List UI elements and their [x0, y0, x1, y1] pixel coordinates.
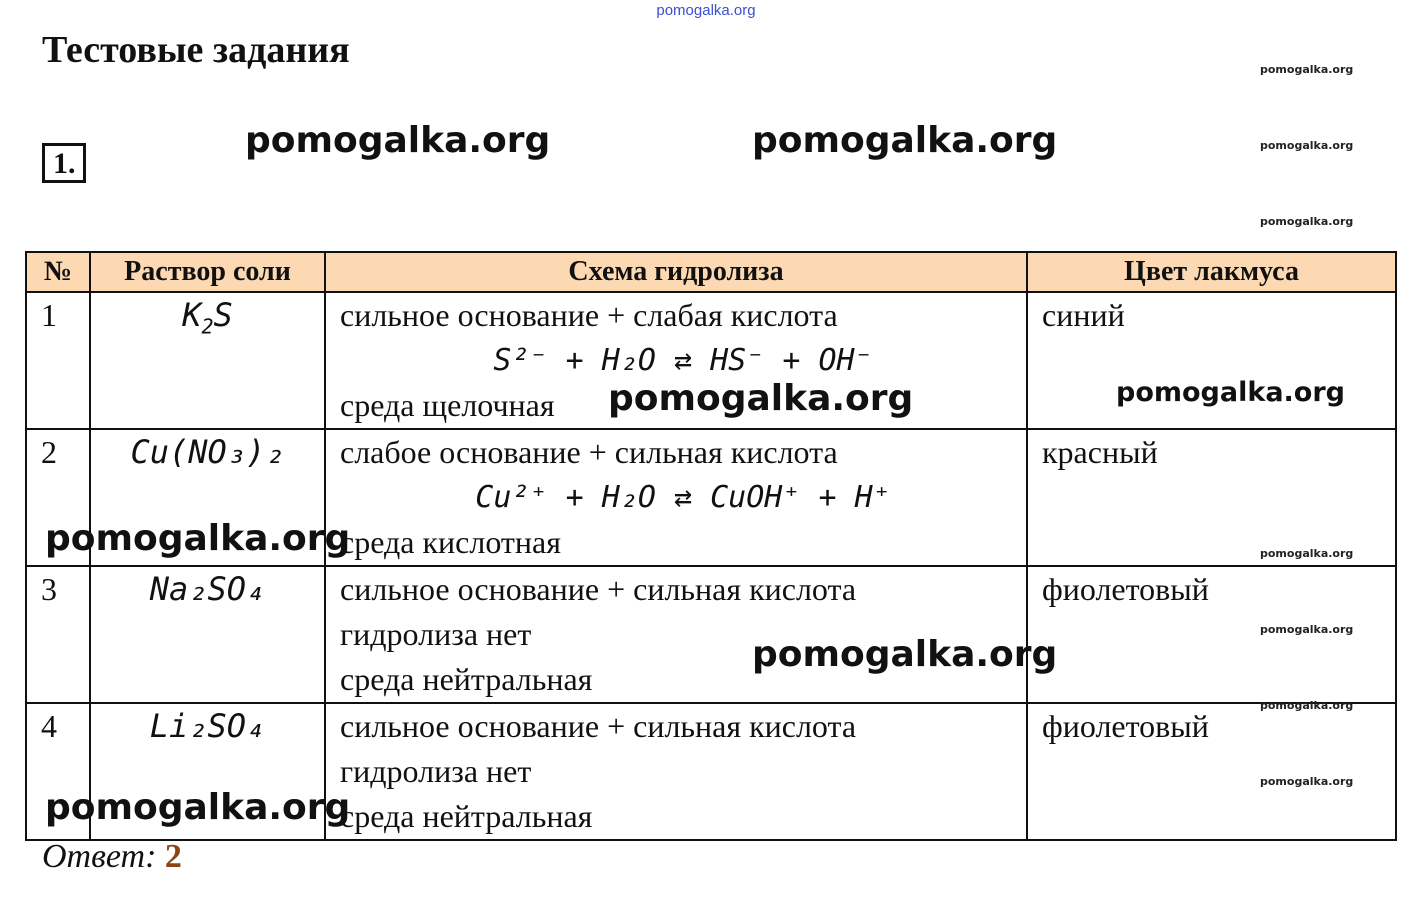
watermark: pomogalka.org	[608, 378, 914, 419]
watermark-small: pomogalka.org	[1260, 215, 1354, 228]
salt-formula: $K_2S$	[90, 292, 325, 429]
scheme-line: среда щелочная	[340, 387, 555, 423]
hydrolysis-scheme	[325, 703, 1027, 840]
question-number: 1.	[42, 143, 86, 183]
watermark-small: pomogalka.org	[1260, 139, 1354, 152]
watermark: pomogalka.org	[1116, 377, 1345, 408]
header-number: №	[26, 252, 90, 292]
header-scheme: Схема гидролиза	[325, 252, 1027, 292]
row-number: 2	[26, 429, 90, 566]
scheme-line: слабое основание + сильная кислота	[340, 434, 838, 470]
watermark: pomogalka.org	[45, 787, 351, 828]
table-row	[26, 566, 1396, 703]
litmus-color: фиолетовый	[1027, 566, 1396, 703]
watermark-top: pomogalka.org	[656, 2, 756, 19]
salt-formula: Li₂SO₄	[90, 703, 325, 840]
table-header-row	[26, 252, 1396, 292]
watermark: pomogalka.org	[752, 634, 1058, 675]
row-number: 3	[26, 566, 90, 703]
scheme-line: гидролиза нет	[340, 616, 532, 652]
page-title: Тестовые задания	[42, 29, 350, 71]
salt-formula: Cu(NO₃)₂	[90, 429, 325, 566]
header-salt: Раствор соли	[90, 252, 325, 292]
litmus-color: фиолетовый	[1027, 703, 1396, 840]
hydrolysis-scheme	[325, 429, 1027, 566]
watermark: pomogalka.org	[245, 120, 551, 161]
scheme-line: сильное основание + сильная кислота	[340, 708, 857, 744]
hydrolysis-equation: Cu²⁺ + H₂O ⇄ CuOH⁺ + H⁺	[475, 480, 891, 515]
watermark-small: pomogalka.org	[1260, 775, 1354, 788]
scheme-line: среда нейтральная	[340, 661, 593, 697]
scheme-line: сильное основание + сильная кислота	[340, 571, 857, 607]
hydrolysis-equation: S²⁻ + H₂O ⇄ HS⁻ + OH⁻	[493, 343, 873, 378]
watermark-small: pomogalka.org	[1260, 623, 1354, 636]
watermark: pomogalka.org	[45, 518, 351, 559]
scheme-line: гидролиза нет	[340, 753, 532, 789]
watermark: pomogalka.org	[752, 120, 1058, 161]
answer	[42, 838, 182, 876]
row-number: 4	[26, 703, 90, 840]
answer-label: Ответ:	[42, 838, 157, 875]
scheme-line: среда нейтральная	[340, 798, 593, 834]
watermark-small: pomogalka.org	[1260, 63, 1354, 76]
scheme-line: сильное основание + слабая кислота	[340, 297, 838, 333]
answer-value: 2	[164, 838, 182, 875]
header-litmus: Цвет лакмуса	[1027, 252, 1396, 292]
row-number: 1	[26, 292, 90, 429]
scheme-line: среда кислотная	[340, 524, 561, 560]
watermark-small: pomogalka.org	[1260, 547, 1354, 560]
watermark-small: pomogalka.org	[1260, 699, 1354, 712]
salt-formula: Na₂SO₄	[90, 566, 325, 703]
litmus-color: синий	[1027, 292, 1396, 429]
litmus-color: красный	[1027, 429, 1396, 566]
